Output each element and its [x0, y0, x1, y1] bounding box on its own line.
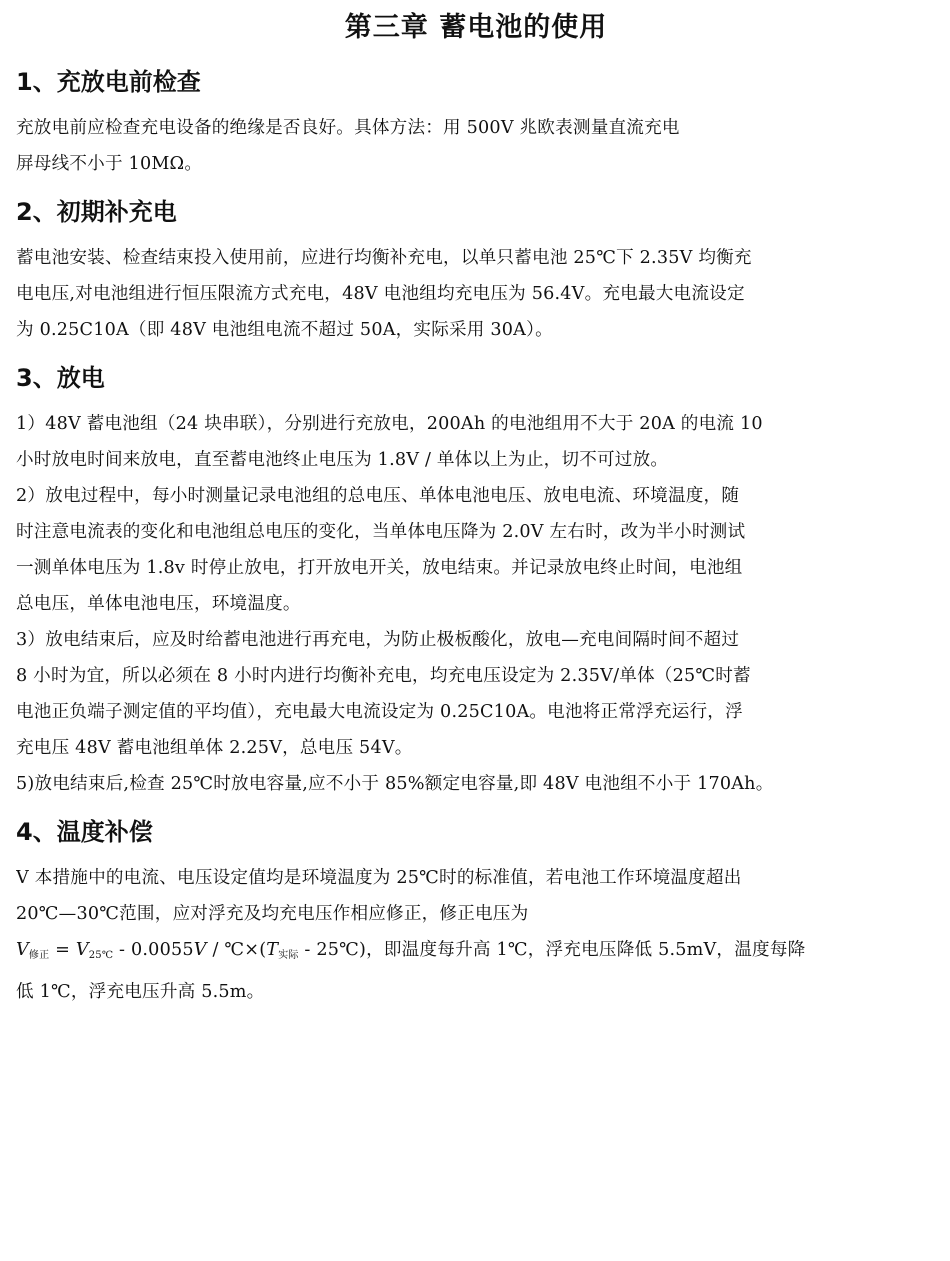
text-line: 小时放电时间来放电，直至蓄电池终止电压为 1.8V / 单体以上为止，切不可过放。: [16, 450, 669, 470]
text-line: 充放电前应检查充电设备的绝缘是否良好。具体方法：用 500V 兆欧表测量直流充电: [16, 118, 680, 138]
text-line: 屏母线不小于 10MΩ。: [16, 154, 203, 174]
text-line: 蓄电池安装、检查结束投入使用前，应进行均衡补充电，以单只蓄电池 25℃下 2.35V 均衡充: [16, 248, 752, 268]
text-line: 2）放电过程中，每小时测量记录电池组的总电压、单体电池电压、放电电流、环境温度，随: [16, 486, 740, 506]
formula-eq: =: [49, 940, 76, 960]
formula-sub-actual: 实际: [278, 950, 299, 961]
text-line: 充电压 48V 蓄电池组单体 2.25V，总电压 54V。: [16, 738, 413, 758]
section-heading-1: 1、充放电前检查: [16, 68, 201, 96]
section-heading-4: 4、温度补偿: [16, 818, 153, 846]
text-line: 一测单体电压为 1.8v 时停止放电，打开放电开关，放电结束。并记录放电终止时间，电池组: [16, 558, 743, 578]
formula-sub-correct: 修正: [28, 950, 50, 961]
text-line: 1）48V 蓄电池组（24 块串联），分别进行充放电，200Ah 的电池组用不大于 20A 的电流 10: [16, 414, 763, 434]
formula-text-after: ，即温度每升高 1℃，浮充电压降低 5.5mV，温度每降: [366, 940, 806, 960]
section-2-paragraph: [16, 240, 936, 348]
section-heading-2: 2、初期补充电: [16, 198, 177, 226]
formula-v: V: [16, 940, 29, 960]
section-3-item-5: [16, 766, 936, 802]
text-line: 3）放电结束后，应及时给蓄电池进行再充电，为防止极板酸化，放电—充电间隔时间不超过: [16, 630, 740, 650]
formula-v25: V: [75, 940, 89, 960]
chapter-title: 第三章 蓄电池的使用: [344, 12, 608, 43]
formula-unit: / ℃×(: [206, 940, 267, 960]
section-1-paragraph: [16, 110, 936, 182]
formula-t: T: [266, 940, 279, 960]
formula-coef: - 0.0055: [113, 940, 194, 960]
formula-sub-25: 25℃: [88, 950, 114, 961]
text-line: V 本措施中的电流、电压设定值均是环境温度为 25℃时的标准值，若电池工作环境温度超出: [16, 868, 742, 888]
text-line: 20℃—30℃范围，应对浮充及均充电压作相应修正，修正电压为: [16, 904, 529, 924]
section-3-item-3: [16, 622, 936, 766]
text-line: 时注意电流表的变化和电池组总电压的变化，当单体电压降为 2.0V 左右时，改为半小时测试: [16, 522, 746, 542]
text-line: 电电压,对电池组进行恒压限流方式充电，48V 电池组均充电压为 56.4V。充电最大电流设定: [16, 284, 745, 304]
section-3-item-2: [16, 478, 936, 622]
text-line: 低 1℃，浮充电压升高 5.5m。: [16, 982, 265, 1002]
section-heading-3: 3、放电: [16, 364, 105, 392]
correction-formula-line: [16, 932, 936, 974]
text-line: 为 0.25C10A（即 48V 电池组电流不超过 50A，实际采用 30A）。: [16, 320, 553, 340]
text-line: 电池正负端子测定值的平均值），充电最大电流设定为 0.25C10A。电池将正常浮充运行，浮: [16, 702, 743, 722]
text-line: 总电压，单体电池电压，环境温度。: [16, 594, 301, 614]
section-3-item-1: [16, 406, 936, 478]
text-line: 8 小时为宜，所以必须在 8 小时内进行均衡补充电，均充电压设定为 2.35V/单体（25℃时蓄: [16, 666, 751, 686]
formula-v-unit: V: [193, 940, 207, 960]
text-line: 5)放电结束后,检查 25℃时放电容量,应不小于 85%额定电容量,即 48V 电池组不小于 170Ah。: [16, 774, 774, 794]
section-4-paragraph: [16, 860, 936, 1010]
formula-tail: - 25℃): [298, 940, 367, 960]
